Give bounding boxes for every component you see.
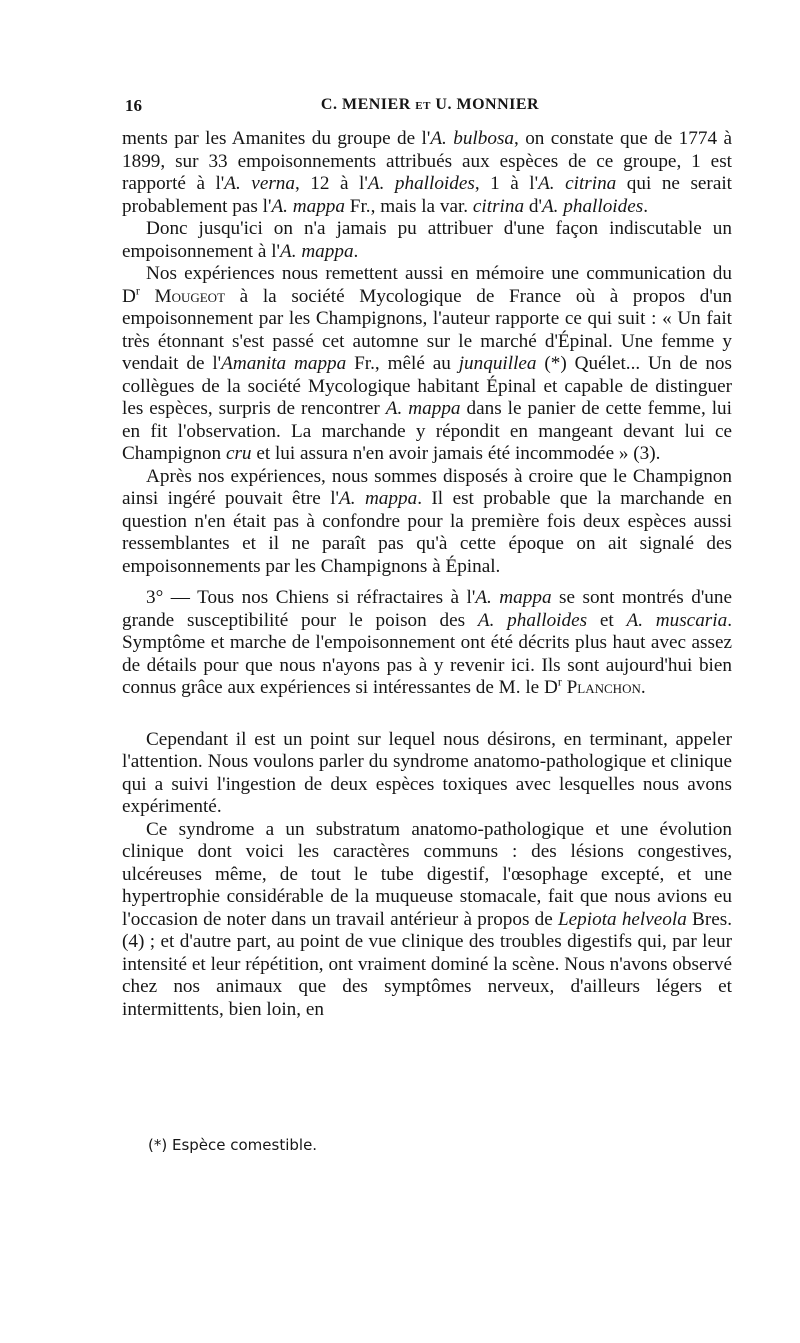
- text-run: se sont montrés d'une grande susceptibilité pour le poison des: [122, 587, 733, 631]
- italic-text: A. phalloides: [477, 609, 588, 631]
- body-text: [122, 128, 732, 1021]
- text-run: Fr., mais la var.: [345, 195, 473, 217]
- small-caps-name: Planchon: [566, 677, 641, 698]
- text-run: Nos expériences nous remettent aussi en mémoire une communication du D: [122, 263, 732, 307]
- italic-text: A. phalloides: [367, 173, 475, 194]
- text-run: d': [524, 195, 542, 217]
- paragraph: [122, 466, 732, 579]
- italic-text: A. mappa: [339, 488, 418, 509]
- text-run: Cependant il est un point sur lequel nous désirons, en terminant, appeler l'attention. Nous voulons parler du syndrome anatomo-pathologique et clinique qui a suivi l'ingestion de deux espèces toxiques avec lesquelles nous avons expérimenté.: [122, 728, 732, 817]
- page-number: 16: [125, 96, 142, 115]
- paragraph: [122, 729, 732, 819]
- italic-text: A. mappa: [280, 240, 354, 262]
- superscript: r: [135, 283, 140, 298]
- running-header: [125, 96, 735, 120]
- text-run: dans le panier de cette femme, lui en fit l'observation. La marchande y répondit en mangeant devant lui ce Champignon: [122, 398, 732, 464]
- running-head-authors: C. MENIER et U. MONNIER: [320, 96, 540, 113]
- italic-text: A. mappa: [385, 398, 461, 419]
- text-run: Fr., mêlé au: [346, 353, 459, 374]
- text-run: (*) Quélet... Un de nos collègues de la société Mycologique habitant Épinal et capable de distinguer les espèces, surpris de rencontrer: [122, 353, 732, 419]
- footnote: (*) Espèce comestible.: [148, 1136, 318, 1154]
- italic-text: citrina: [472, 195, 525, 217]
- text-run: , on constate que de 1774 à 1899, sur 33 empoisonnements attribués aux espèces de ce groupe, 1 est rapporté à l': [122, 128, 732, 194]
- italic-text: A. phalloides: [541, 195, 644, 217]
- text-run: . Il est probable que la marchande en question n'en était pas à confondre pour la première fois deux espèces aussi ressemblantes et il ne paraît pas qu'à cette époque on ait signalé des empoisonnements par les Champignons à Épinal.: [122, 488, 732, 577]
- text-run: qui ne serait probablement pas l': [122, 173, 733, 217]
- text-run: et lui assura n'en avoir jamais été incommodée » (3).: [251, 443, 661, 464]
- text-run: Bres. (4) ; et d'autre part, au point de vue clinique des troubles digestifs qui, par leur intensité et leur répétition, ont vraiment dominé la scène. Nous n'avons observé chez nos animaux que des symptômes nerveux, d'ailleurs légers et intermittents, bien loin, en: [122, 908, 733, 1020]
- text-run: .: [643, 195, 648, 217]
- text-run: Ce syndrome a un substratum anatomo-pathologique et une évolution clinique dont voici les caractères communs : des lésions congestives, ulcéreuses même, de tout le tube digestif, l'œsophage excepté, et une hypertrophie considérable de la muqueuse stomacale, fait que nous avions eu l'occasion de noter dans un travail antérieur à propos de: [122, 818, 732, 930]
- text-run: et: [587, 609, 627, 631]
- italic-text: A. verna: [224, 173, 295, 194]
- text-run: ments par les Amanites du groupe de l': [122, 128, 431, 149]
- italic-text: A. bulbosa: [430, 128, 514, 149]
- text-run: [140, 286, 155, 307]
- italic-text: junquillea: [458, 353, 537, 374]
- italic-text: A. mappa: [271, 195, 345, 217]
- small-caps-name: Mougeot: [154, 285, 226, 307]
- text-run: , 12 à l': [295, 173, 368, 194]
- text-run: à la société Mycologique de France où à propos d'un empoisonnement par les Champignons, l'auteur rapporte ce qui suit : « Un fait très étonnant s'est passé cet automne sur le marché d'Épinal. Une femme y vendait de l': [122, 285, 732, 374]
- text-run: Donc jusqu'ici on n'a jamais pu attribuer d'une façon indiscutable un empoisonnement à l': [122, 218, 732, 262]
- superscript: r: [557, 674, 562, 689]
- paragraph: [122, 263, 732, 466]
- text-run: Après nos expériences, nous sommes disposés à croire que le Champignon ainsi ingéré pouvait être l': [122, 465, 732, 509]
- italic-text: A. mappa: [475, 587, 552, 608]
- text-run: .: [640, 677, 646, 698]
- italic-text: cru: [225, 443, 252, 464]
- text-run: , 1 à l': [474, 173, 539, 194]
- italic-text: A. citrina: [538, 173, 617, 194]
- paragraph: [122, 218, 732, 263]
- paragraph: [122, 587, 732, 700]
- italic-text: Amanita mappa: [221, 353, 347, 374]
- italic-text: A. muscaria: [626, 609, 728, 631]
- italic-text: Lepiota helveola: [557, 908, 687, 930]
- text-run: .: [353, 240, 359, 262]
- text-run: . Symptôme et marche de l'empoisonnement ont été décrits plus haut avec assez de détails pour que nous n'ayons pas à y revenir ici. Ils sont aujourd'hui bien connus grâce aux expériences si intéressantes de M. le D: [122, 609, 732, 698]
- text-run: 3° — Tous nos Chiens si réfractaires à l': [146, 587, 476, 608]
- paragraph: [122, 819, 732, 1022]
- paragraph: [122, 128, 732, 218]
